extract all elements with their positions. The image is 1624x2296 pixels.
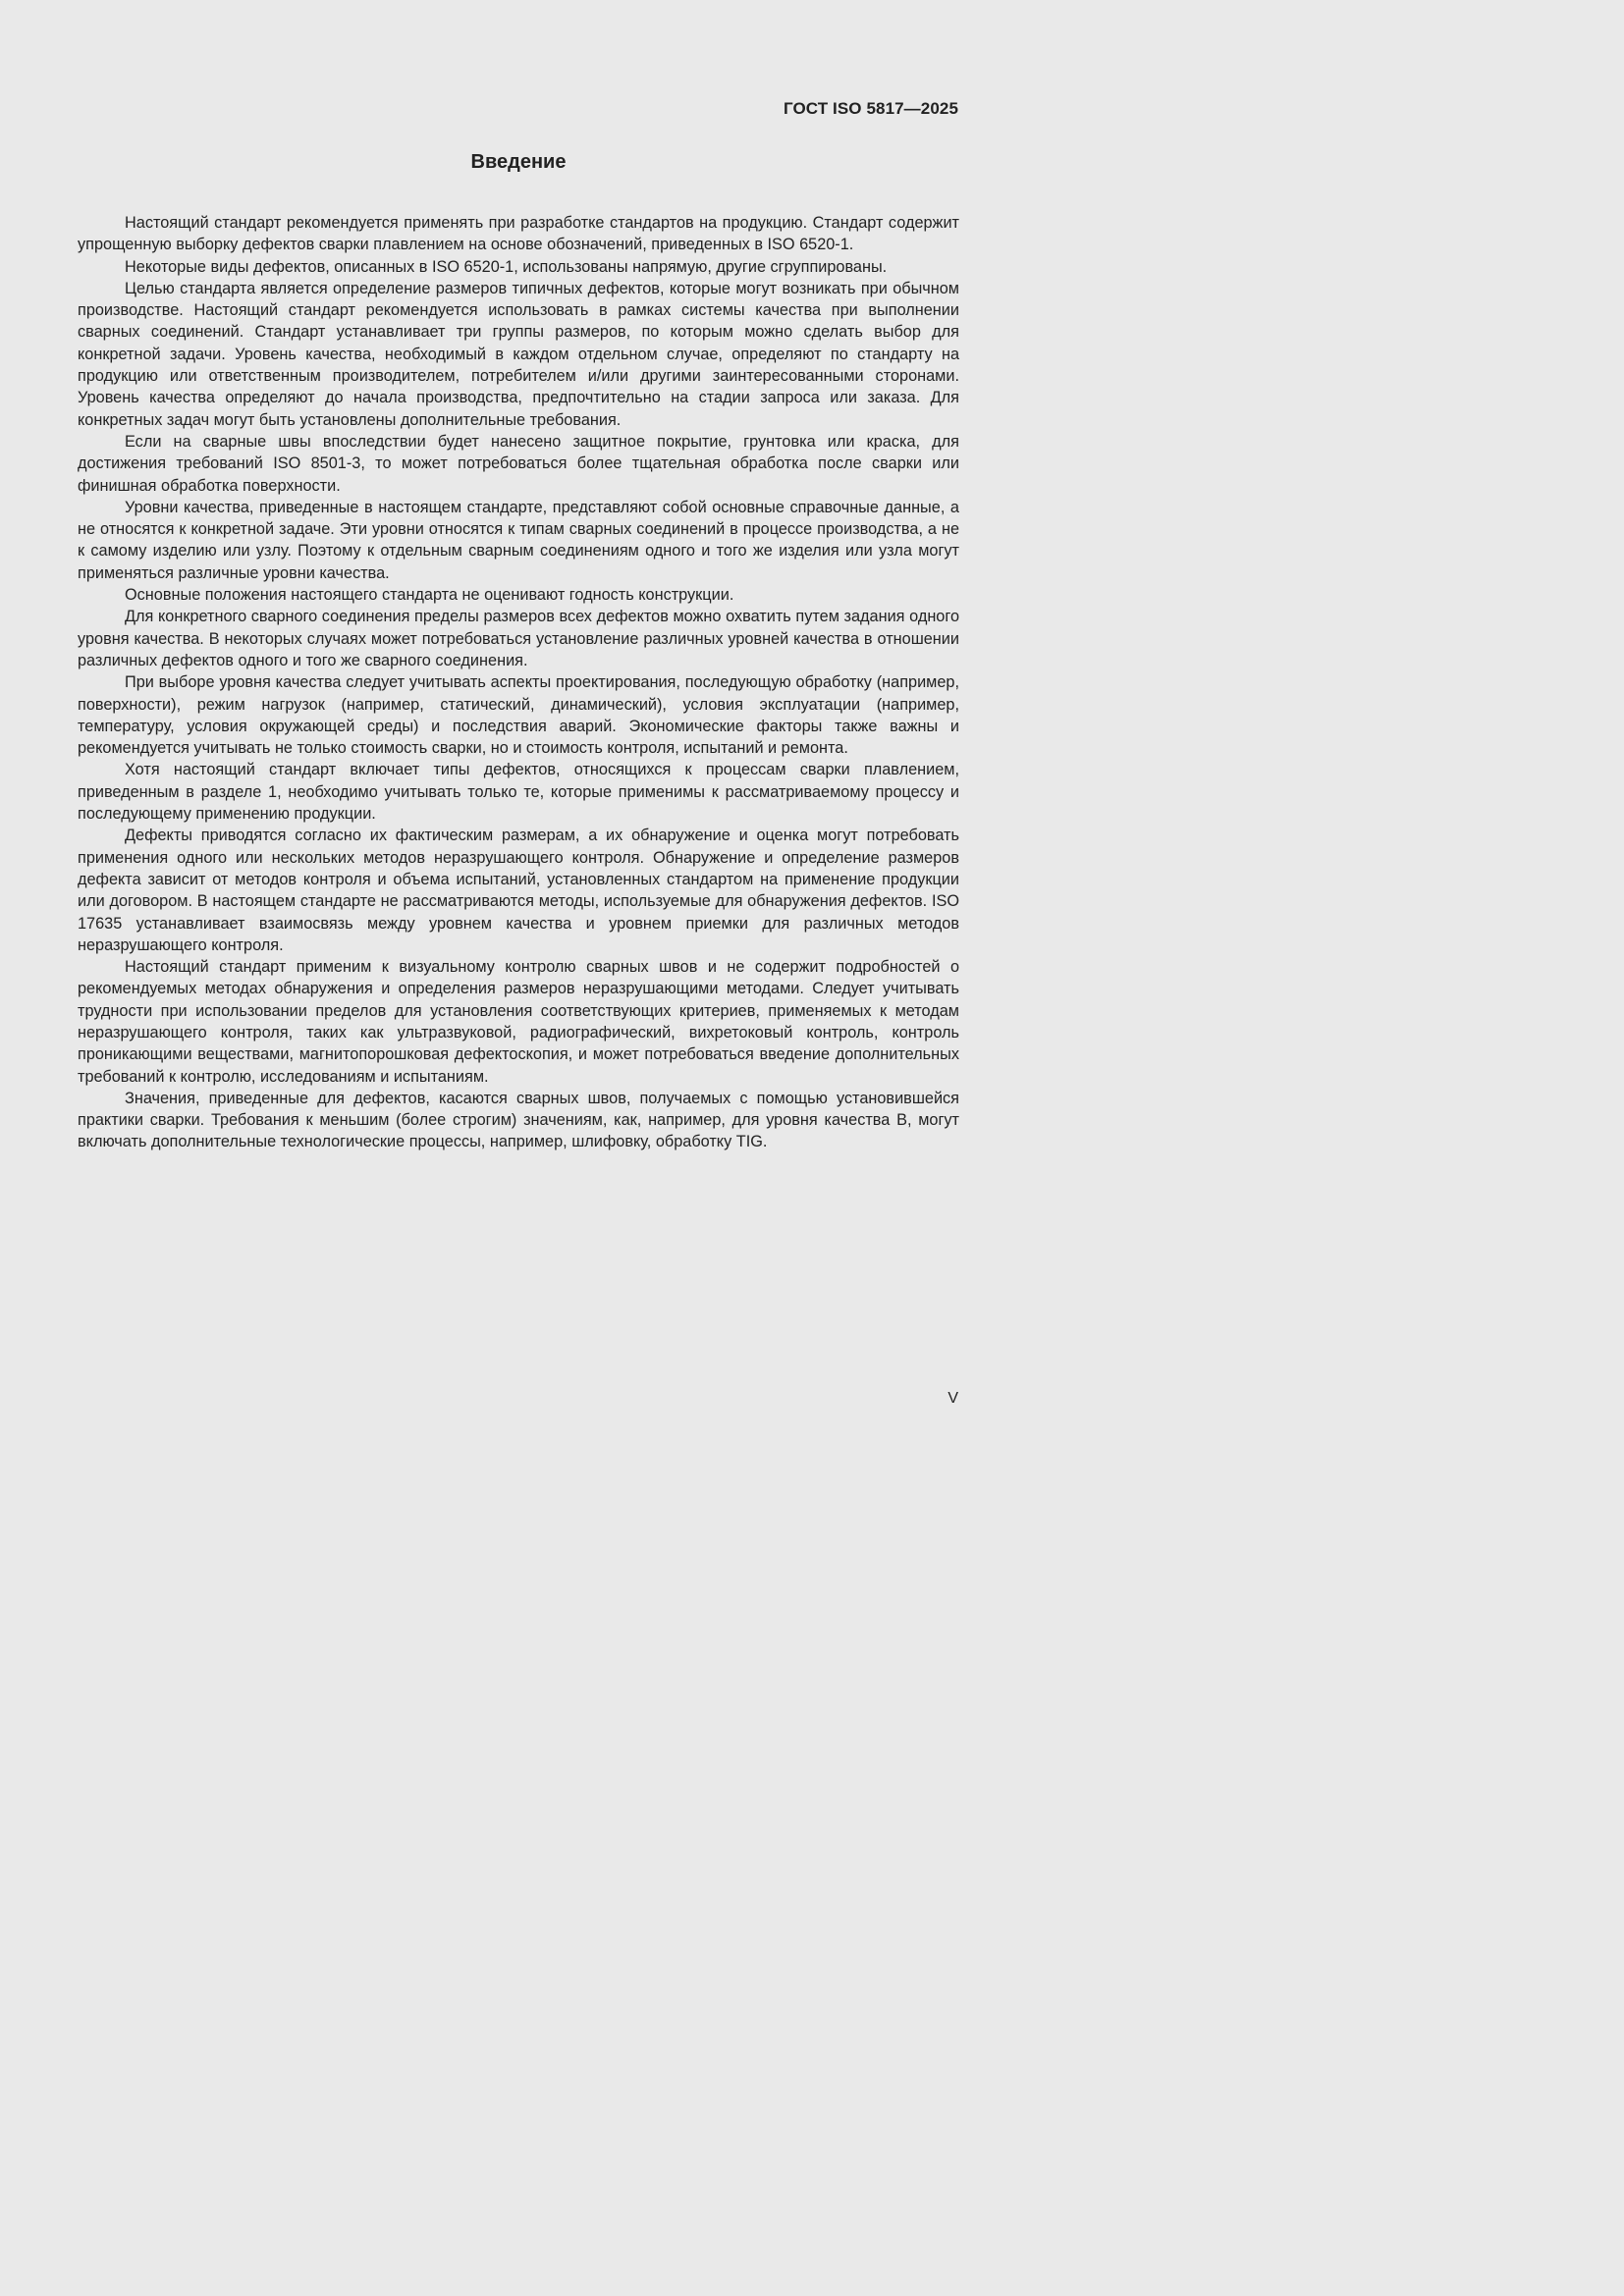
paragraph: Целью стандарта является определение размеров типичных дефектов, которые могут возникать при обычном производстве. Настоящий стандарт рекомендуется использовать в рамках системы качества при выполнении сварных соединений. Стандарт устанавливает три группы размеров, по которым можно сделать выбор для конкретной задачи. Уровень качества, необходимый в каждом отдельном случае, определяют по стандарту на продукцию или ответственным производителем, потребителем и/или другими заинтересованными сторонами. Уровень качества определяют до начала производства, предпочтительно на стадии запроса или заказа. Для конкретных задач могут быть установлены дополнительные требования.: [78, 279, 959, 429]
paragraph: Значения, приведенные для дефектов, касаются сварных швов, получаемых с помощью установившейся практики сварки. Требования к меньшим (более строгим) значениям, как, например, для уровня качества B, могут включать дополнительные технологические процессы, например, шлифовку, обработку TIG.: [78, 1089, 959, 1151]
page-number: V: [947, 1390, 958, 1407]
paragraph: Если на сварные швы впоследствии будет нанесено защитное покрытие, грунтовка или краска, для достижения требований ISO 8501-3, то может потребоваться более тщательная обработка после сварки или финишная обработка поверхности.: [78, 432, 959, 495]
paragraph: Для конкретного сварного соединения пределы размеров всех дефектов можно охватить путем задания одного уровня качества. В некоторых случаях может потребоваться установление различных уровней качества в отношении различных дефектов одного и того же сварного соединения.: [78, 608, 959, 669]
body-text: [78, 212, 959, 1153]
document-page: [0, 0, 1089, 1539]
paragraph: Настоящий стандарт применим к визуальному контролю сварных швов и не содержит подробностей о рекомендуемых методах обнаружения и определения размеров неразрушающими методами. Следует учитывать трудности при использовании пределов для установления соответствующих критериев, применяемых к методам неразрушающего контроля, таких как ультразвуковой, радиографический, вихретоковый контроль, контроль проникающими веществами, магнитопорошковая дефектоскопия, и может потребоваться введение дополнительных требований к контролю, исследованиям и испытаниям.: [78, 958, 959, 1086]
paragraph: Некоторые виды дефектов, описанных в ISO 6520-1, использованы напрямую, другие сгруппированы.: [125, 257, 888, 276]
paragraph: Хотя настоящий стандарт включает типы дефектов, относящихся к процессам сварки плавлением, приведенным в разделе 1, необходимо учитывать только те, которые применимы к рассматриваемому процессу и последующему применению продукции.: [78, 761, 959, 824]
paragraph: Уровни качества, приведенные в настоящем стандарте, представляют собой основные справочные данные, а не относятся к конкретной задаче. Эти уровни относятся к типам сварных соединений в процессе производства, а не к самому изделию или узлу. Поэтому к отдельным сварным соединениям одного и того же изделия или узла могут применяться различные уровни качества.: [78, 498, 959, 582]
section-title: Введение: [470, 151, 567, 173]
paragraph: При выборе уровня качества следует учитывать аспекты проектирования, последующую обработку (например, поверхности), режим нагрузок (например, статический, динамический), условия эксплуатации (например, температуру, условия окружающей среды) и последствия аварий. Экономические факторы также важны и рекомендуется учитывать не только стоимость сварки, но и стоимость контроля, испытаний и ремонта.: [78, 673, 959, 758]
paragraph: Основные положения настоящего стандарта не оценивают годность конструкции.: [125, 586, 734, 605]
document-code-header: ГОСТ ISO 5817—2025: [783, 99, 958, 118]
paragraph: Дефекты приводятся согласно их фактическим размерам, а их обнаружение и оценка могут потребовать применения одного или нескольких методов неразрушающего контроля. Обнаружение и определение размеров дефекта зависит от методов контроля и объема испытаний, установленных стандартом на применение продукции или договором. В настоящем стандарте не рассматриваются методы, используемые для обнаружения дефектов. ISO 17635 устанавливает взаимосвязь между уровнем качества и уровнем приемки для различных методов неразрушающего контроля.: [78, 827, 959, 954]
paragraph: Настоящий стандарт рекомендуется применять при разработке стандартов на продукцию. Стандарт содержит упрощенную выборку дефектов сварки плавлением на основе обозначений, приведенных в ISO 6520-1.: [78, 214, 959, 254]
